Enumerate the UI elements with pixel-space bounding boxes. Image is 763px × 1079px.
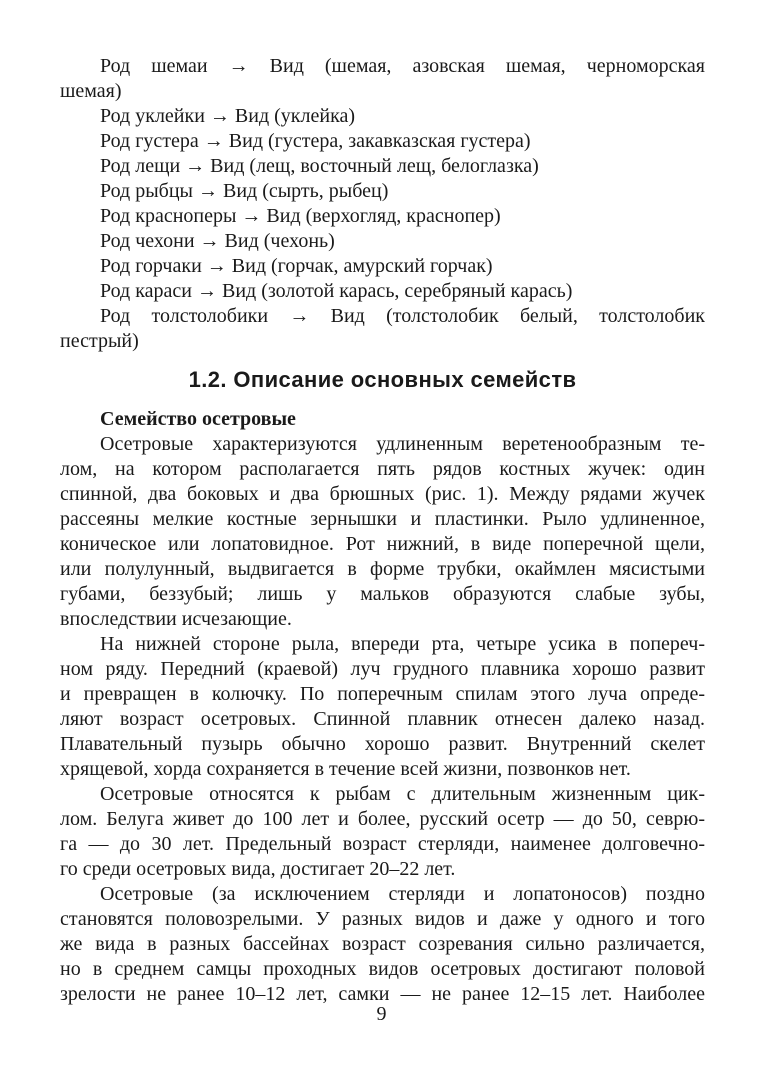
text-line: Род рыбцы → Вид (сырть, рыбец) [100, 180, 389, 202]
genus-list [60, 54, 705, 354]
text-line: Род караси → Вид (золотой карась, серебряный карась) [100, 280, 573, 302]
text-line: Род лещи → Вид (лещ, восточный лещ, белоглазка) [100, 155, 539, 177]
text-line: лом, на котором располагается пять рядов костных жучек: один [60, 458, 705, 480]
text-line: и превращен в колючку. По поперечным спилам этого луча опреде- [60, 683, 705, 705]
text-line: Род чехони → Вид (чехонь) [100, 230, 335, 252]
text-line: хрящевой, хорда сохраняется в течение всей жизни, позвонков нет. [60, 758, 631, 780]
text-line: Род горчаки → Вид (горчак, амурский горчак) [100, 255, 493, 277]
text-line: На нижней стороне рыла, впереди рта, четыре усика в попереч- [100, 633, 705, 655]
text-line: же вида в разных бассейнах возраст созревания сильно различается, [60, 933, 705, 955]
text-line: Осетровые относятся к рыбам с длительным жизненным цик- [100, 783, 705, 805]
text-line: впоследствии исчезающие. [60, 608, 292, 630]
page-content [60, 54, 705, 1007]
paragraph [60, 782, 705, 882]
text-line: Плавательный пузырь обычно хорошо развит. Внутренний скелет [60, 733, 705, 755]
text-line: становятся половозрелыми. У разных видов и даже у одного и того [60, 908, 705, 930]
text-line: Осетровые (за исключением стерляди и лопатоносов) поздно [100, 883, 705, 905]
page-number: 9 [376, 1003, 387, 1025]
text-line: шемая) [60, 80, 122, 102]
paragraph [60, 882, 705, 1007]
family-heading: Семейство осетровые [100, 408, 296, 430]
text-line: го среди осетровых вида, достигает 20–22 лет. [60, 858, 456, 880]
text-line: коническое или лопатовидное. Рот нижний, в виде поперечной щели, [60, 533, 705, 555]
text-line: ном ряду. Передний (краевой) луч грудного плавника хорошо развит [60, 658, 705, 680]
paragraph [60, 432, 705, 632]
paragraph [60, 632, 705, 782]
text-line: га — до 30 лет. Предельный возраст стерляди, наименее долговечно- [60, 833, 705, 855]
text-line: или полулунный, выдвигается в форме трубки, окаймлен мясистыми [60, 558, 705, 580]
text-line: Род густера → Вид (густера, закавказская густера) [100, 130, 531, 152]
text-line: но в среднем самцы проходных видов осетровых достигают половой [60, 958, 705, 980]
text-line: лом. Белуга живет до 100 лет и более, русский осетр — до 50, севрю- [60, 808, 705, 830]
text-line: Род шемаи → Вид (шемая, азовская шемая, черноморская [100, 55, 705, 77]
text-line: Род красноперы → Вид (верхогляд, краснопер) [100, 205, 501, 227]
text-line: Осетровые характеризуются удлиненным веретенообразным те- [100, 433, 705, 455]
text-line: ляют возраст осетровых. Спинной плавник отнесен далеко назад. [60, 708, 705, 730]
text-line: губами, беззубый; лишь у мальков образуются слабые зубы, [60, 583, 705, 605]
text-line: пестрый) [60, 330, 139, 352]
section-heading: 1.2. Описание основных семейств [188, 367, 577, 392]
text-line: рассеяны мелкие костные зернышки и пластинки. Рыло удлиненное, [60, 508, 705, 530]
text-line: Род уклейки → Вид (уклейка) [100, 105, 356, 127]
text-line: спинной, два боковых и два брюшных (рис. 1). Между рядами жучек [60, 483, 705, 505]
text-line: Род толстолобики → Вид (толстолобик белый, толстолобик [100, 305, 705, 327]
text-line: зрелости не ранее 10–12 лет, самки — не ранее 12–15 лет. Наиболее [60, 983, 705, 1005]
